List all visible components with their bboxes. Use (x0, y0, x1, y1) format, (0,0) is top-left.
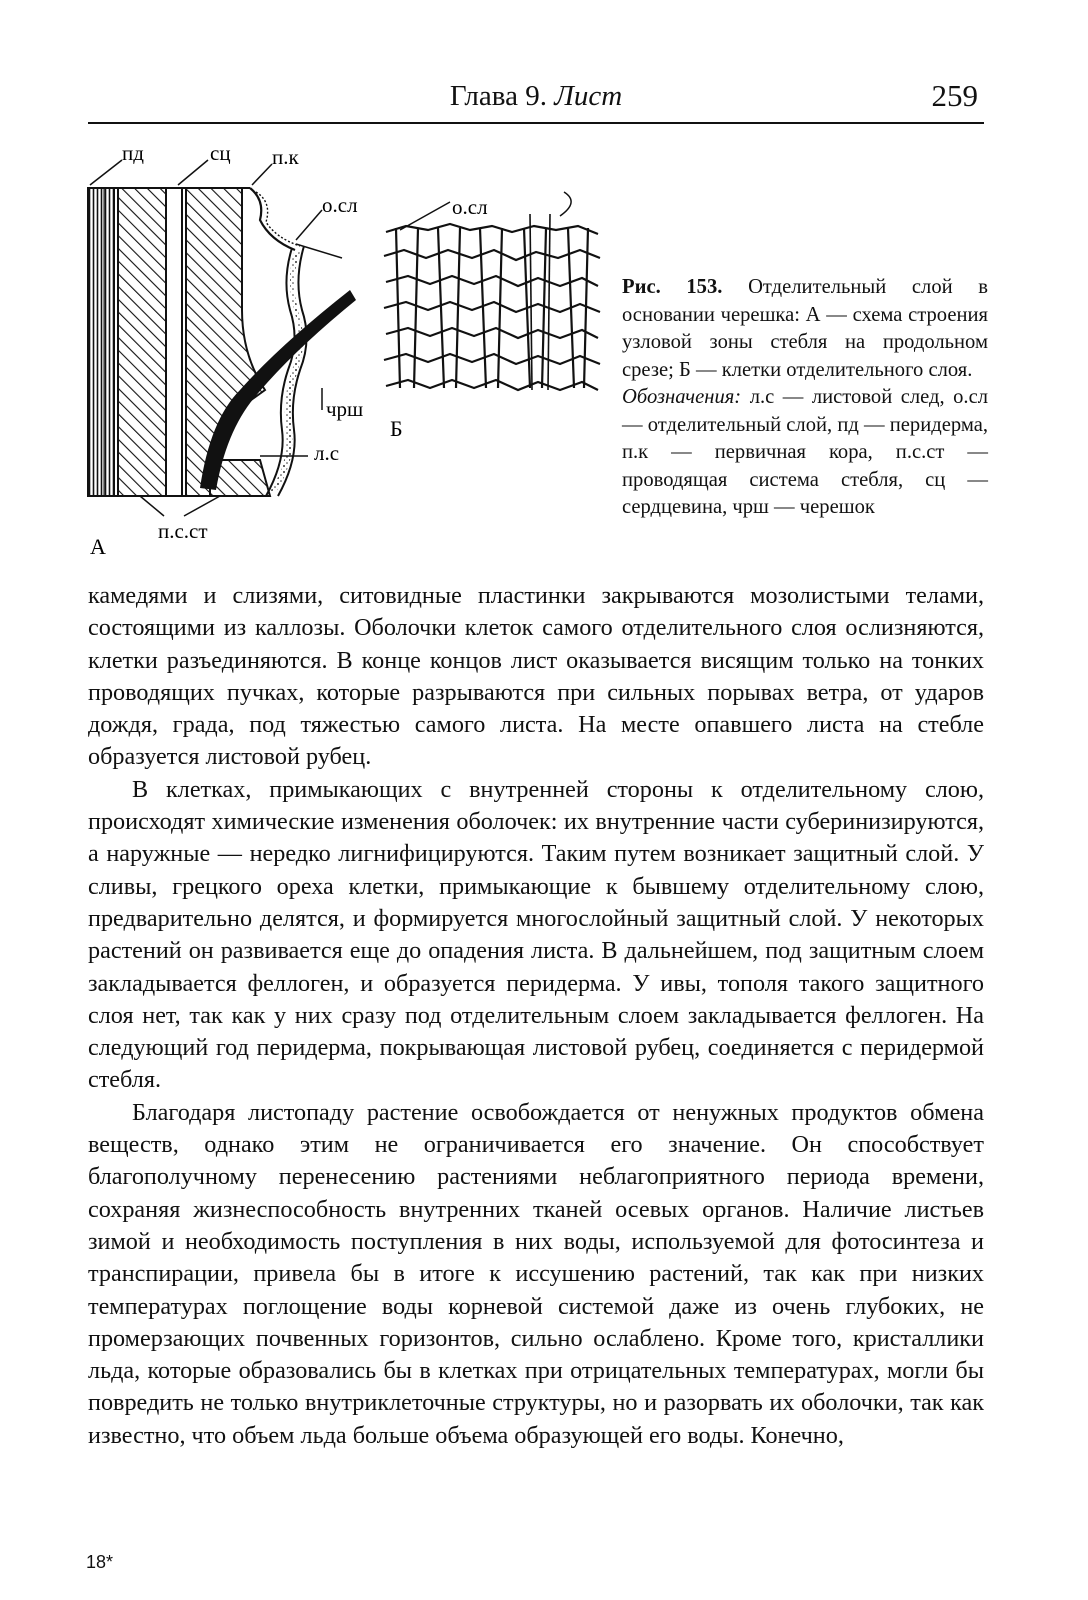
legend-text: л.с — листовой след, о.сл — отделительный слой, пд — перидерма, п.к — первичная кора, п.с.ст — проводящая система стебля, сц — сердцевина, чрш — черешок (622, 386, 988, 518)
figure-drawing (60, 140, 620, 570)
label-sc: сц (210, 141, 231, 165)
page-number: 259 (931, 78, 978, 113)
caption-number: Рис. 153. (622, 276, 723, 298)
running-title (88, 80, 984, 113)
label-ls: л.с (314, 441, 340, 465)
label-psst: п.с.ст (158, 519, 208, 543)
page-header (88, 78, 984, 124)
label-chrsh: чрш (326, 397, 364, 421)
figure-153 (60, 140, 620, 570)
panel-b-drawing (382, 192, 600, 392)
label-panel-a: А (90, 534, 106, 559)
paragraph-3: Благодаря листопаду растение освобождается от ненужных продуктов обмена веществ, однако этим не ограничивается его значение. Он способствует благополучному перенесению растениями неблагоприятного периода времени, сохраняя жизнеспособность внутренних тканей осевых органов. Наличие листьев зимой и необходимость поступления в них воды, используемой для фотосинтеза и транспирации, привела бы в итоге к иссушению растений, так как при низких температурах поглощение воды корневой системой даже из очень глубоких, не промерзающих почвенных горизонтов, сильно ослаблено. Кроме того, кристаллики льда, которые образовались бы в клетках при отрицательных температурах, могли бы повредить не только внутриклеточные структуры, но и разорвать их оболочки, так как известно, что объем льда больше объема образующей его воды. Конечно, (88, 1098, 984, 1449)
label-pk: п.к (272, 145, 299, 169)
paragraph-1: камедями и слизями, ситовидные пластинки закрываются мозолистыми телами, состоящими из каллозы. Оболочки клеток самого отделительного слоя ослизняются, клетки разъединяются. В конце концов лист оказывается висящим только на тонких проводящих пучках, которые разрываются при сильных порывах ветра, от ударов дождя, града, под тяжестью самого листа. На месте опавшего листа на стебле образуется листовой рубец. (88, 582, 984, 771)
label-osl-a: о.сл (322, 193, 358, 217)
signature-mark: 18* (86, 1552, 114, 1572)
chapter-title: Лист (554, 80, 623, 112)
label-pd: пд (122, 141, 144, 165)
paragraph-2: В клетках, примыкающих с внутренней стороны к отделительному слою, происходят химические изменения оболочек: их внутренние части суберинизируются, а наружные — нередко лигнифицируются. Таким путем возникает защитный слой. У сливы, грецкого ореха клетки, примыкающие к бывшему отделительному слою, предварительно делятся, и формируется многослойный защитный слой. У некоторых растений он развивается еще до опадения листа. В дальнейшем, под защитным слоем закладывается феллоген, и образуется перидерма. У ивы, тополя такого защитного слоя нет, так как у них сразу под отделительным слоем закладывается феллоген. На следующий год перидерма, покрывающая листовой рубец, соединяется с перидермой стебля. (88, 775, 984, 1094)
label-panel-b: Б (390, 416, 403, 441)
chapter-number: Глава 9. (449, 80, 547, 112)
label-osl-b: о.сл (452, 195, 488, 219)
caption-text: Отделительный слой в основании черешка: А — схема строения узловой зоны стебля на продольном срезе; Б — клетки отделительного слоя. (622, 276, 988, 381)
legend-label: Обозначения: (622, 386, 742, 408)
figure-caption (622, 274, 988, 522)
body-text (88, 580, 984, 1452)
